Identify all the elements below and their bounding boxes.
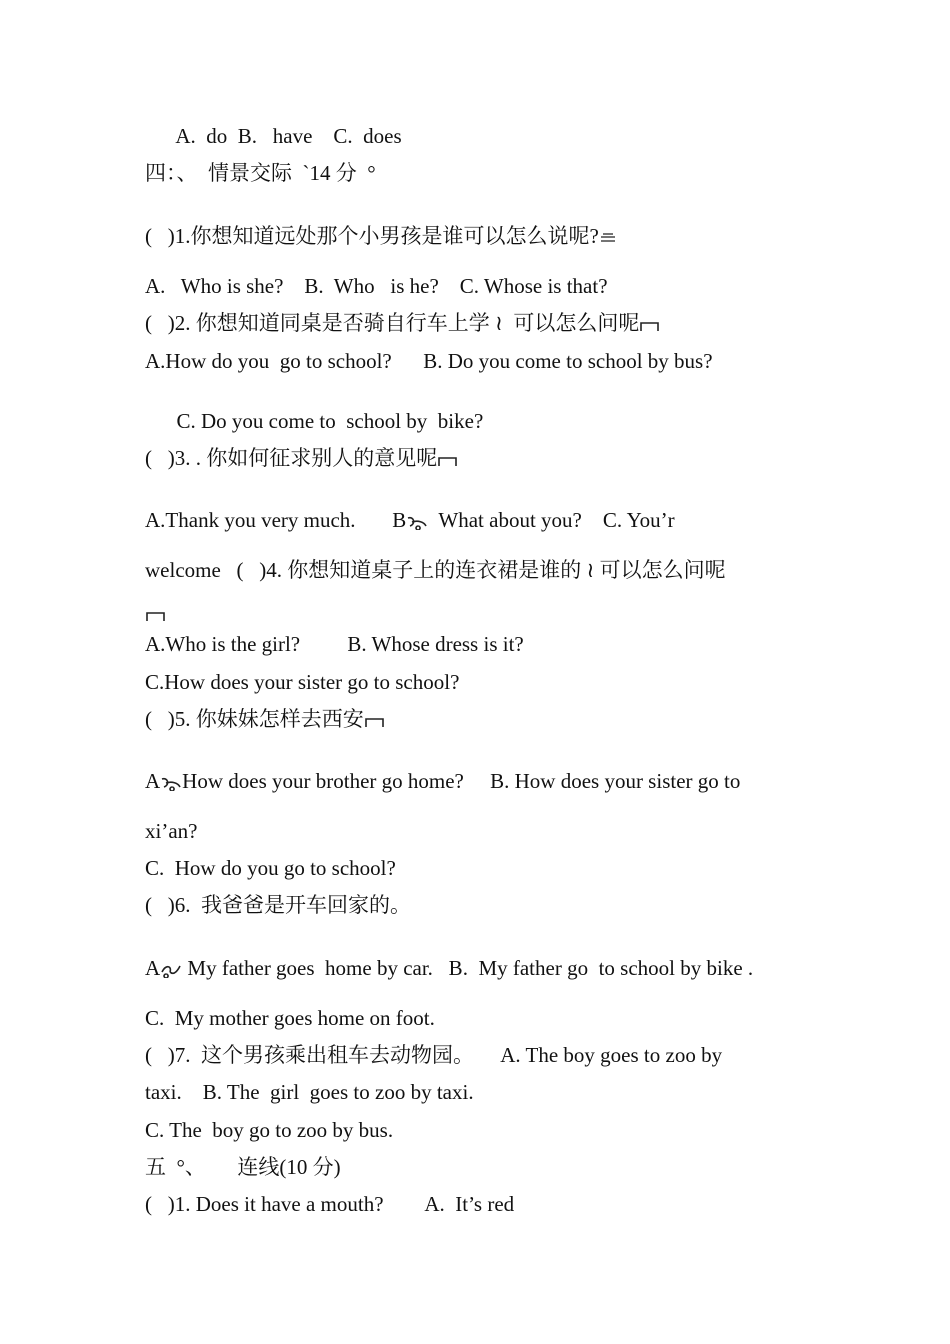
scribble-mark-icon [599,231,617,245]
question-4: welcome ( )4. 你想知道桌子上的连衣裙是谁的 ≀ 可以怎么问呢 [145,558,726,582]
question-2-options: A.How do you go to school? B. Do you come to school by bus? [145,349,713,373]
choice-options-line: A. do B. have C. does [145,124,402,148]
bracket-mark-icon [145,607,167,623]
question-2-option-c: C. Do you come to school by bike? [145,409,484,433]
ornament-glyph-icon [160,775,182,791]
bracket-mark-icon [437,452,459,468]
question-1-options: A. Who is she? B. Who is he? C. Whose is that? [145,274,608,298]
ornament-glyph-icon [160,962,182,978]
question-4-options: A.Who is the girl? B. Whose dress is it? [145,632,524,656]
question-6: ( )6. 我爸爸是开车回家的。 [145,893,411,917]
question-4-mark [145,600,167,626]
ornament-glyph-icon [406,514,428,530]
section-five-heading: 五 °、 连线(10 分) [145,1155,341,1179]
matching-question-1: ( )1. Does it have a mouth? A. It’s red [145,1192,515,1216]
question-6-options: A My father goes home by car. B. My father go to school by bike . [145,956,754,980]
question-3: ( )3. . 你如何征求别人的意见呢 [145,445,459,471]
question-7-options: taxi. B. The girl goes to zoo by taxi. [145,1080,474,1104]
question-5-option-b-cont: xi’an? [145,819,198,843]
question-7-option-c: C. The boy go to zoo by bus. [145,1118,394,1142]
question-2: ( )2. 你想知道同桌是否骑自行车上学 ≀ 可以怎么问呢 [145,310,661,336]
question-4-option-c: C.How does your sister go to school? [145,670,460,694]
question-7: ( )7. 这个男孩乘出租车去动物园。 A. The boy goes to zoo by [145,1043,723,1067]
question-1: ( )1.你想知道远处那个小男孩是谁可以怎么说呢? [145,223,617,249]
section-four-heading: 四：、 情景交际 `14 分 ° [145,161,376,185]
question-6-option-c: C. My mother goes home on foot. [145,1006,435,1030]
question-5-option-c: C. How do you go to school? [145,856,396,880]
question-3-options: A.Thank you very much. B What about you? C. You’r [145,508,675,532]
bracket-mark-icon [639,317,661,333]
question-5: ( )5. 你妹妹怎样去西安 [145,706,386,732]
question-5-options: A How does your brother go home? B. How does your sister go to [145,769,741,793]
bracket-mark-icon [364,713,386,729]
